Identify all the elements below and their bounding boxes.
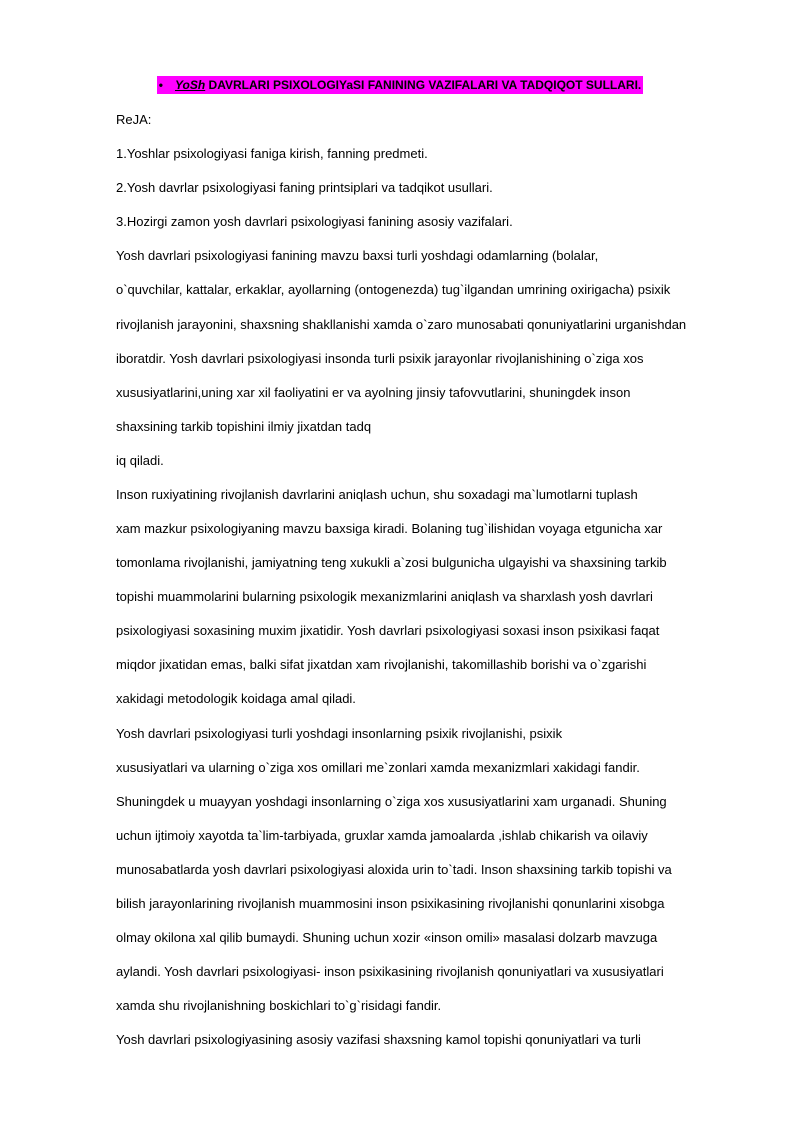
paragraph-line: Shuningdek u muayyan yoshdagi insonlarning o`ziga xos xususiyatlarini xam urganadi. Shuning [116, 794, 667, 809]
paragraph-line: xususiyatlarini,uning xar xil faoliyatini er va ayolning jinsiy tafovvutlarini, shuningdek inson [116, 385, 631, 400]
paragraph-line: psixologiyasi soxasining muxim jixatidir. Yosh davrlari psixologiyasi soxasi inson psixikasi faqat [116, 623, 660, 638]
plan-item-3: 3.Hozirgi zamon yosh davrlari psixologiyasi fanining asosiy vazifalari. [116, 214, 513, 229]
paragraph-line: Yosh davrlari psixologiyasi turli yoshdagi insonlarning psixik rivojlanishi, psixik [116, 726, 563, 741]
plan-item-2: 2.Yosh davrlar psixologiyasi faning printsiplari va tadqikot usullari. [116, 180, 493, 195]
bullet-icon: • [158, 78, 163, 92]
title-rest: DAVRLARI PSIXOLOGIYaSI FANINING VAZIFALARI VA TADQIQOT SULLARI. [208, 78, 642, 92]
paragraph-line: iq qiladi. [116, 453, 164, 468]
paragraph-line: xamda shu rivojlanishning boskichlari to`g`risidagi fandir. [116, 998, 442, 1013]
paragraph-line: Yosh davrlari psixologiyasi fanining mavzu baxsi turli yoshdagi odamlarning (bolalar, [116, 248, 599, 263]
paragraph-line: bilish jarayonlarining rivojlanish muammosini inson psixikasining rivojlanishi qonunlarini xisobga [116, 896, 665, 911]
paragraph-line: aylandi. Yosh davrlari psixologiyasi- inson psixikasining rivojlanish qonuniyatlari va xususiyatlari [116, 964, 664, 979]
title-row [0, 76, 800, 94]
paragraph-line: xususiyatlari va ularning o`ziga xos omillari me`zonlari xamda mexanizmlari xakidagi fandir. [116, 760, 640, 775]
paragraph-line: Inson ruxiyatining rivojlanish davrlarini aniqlash uchun, shu soxadagi ma`lumotlarni tuplash [116, 487, 638, 502]
paragraph-line: xakidagi metodologik koidaga amal qiladi. [116, 691, 356, 706]
paragraph-line: tomonlama rivojlanishi, jamiyatning teng xukukli a`zosi bulgunicha ulgayishi va shaxsining tarkib [116, 555, 667, 570]
paragraph-line: miqdor jixatidan emas, balki sifat jixatdan xam rivojlanishi, takomillashib borishi va o`zgarishi [116, 657, 647, 672]
paragraph-line: rivojlanish jarayonini, shaxsning shakllanishi xamda o`zaro munosabati qonuniyatlarini urganishdan [116, 317, 687, 332]
paragraph-line: shaxsining tarkib topishini ilmiy jixatdan tadq [116, 419, 372, 434]
paragraph-line: Yosh davrlari psixologiyasining asosiy vazifasi shaxsning kamol topishi qonuniyatlari va turli [116, 1032, 641, 1047]
paragraph-line: uchun ijtimoiy xayotda ta`lim-tarbiyada, gruxlar xamda jamoalarda ,ishlab chikarish va oilaviy [116, 828, 648, 843]
paragraph-line: iboratdir. Yosh davrlari psixologiyasi insonda turli psixik jarayonlar rivojlanishining o`ziga xos [116, 351, 644, 366]
plan-item-1: 1.Yoshlar psixologiyasi faniga kirish, fanning predmeti. [116, 146, 428, 161]
paragraph-line: o`quvchilar, kattalar, erkaklar, ayollarning (ontogenezda) tug`ilgandan umrining oxirigacha) psixik [116, 282, 671, 297]
paragraph-line: olmay okilona xal qilib bumaydi. Shuning uchun xozir «inson omili» masalasi dolzarb mavzuga [116, 930, 658, 945]
document-title [157, 76, 643, 94]
plan-heading: ReJA: [116, 112, 152, 127]
title-prefix: YoSh [174, 78, 206, 92]
paragraph-line: topishi muammolarini bularning psixologik mexanizmlarini aniqlash va sharxlash yosh davrlari [116, 589, 653, 604]
paragraph-line: munosabatlarda yosh davrlari psixologiyasi aloxida urin to`tadi. Inson shaxsining tarkib topishi va [116, 862, 672, 877]
paragraph-line: xam mazkur psixologiyaning mavzu baxsiga kiradi. Bolaning tug`ilishidan voyaga etgunicha xar [116, 521, 663, 536]
